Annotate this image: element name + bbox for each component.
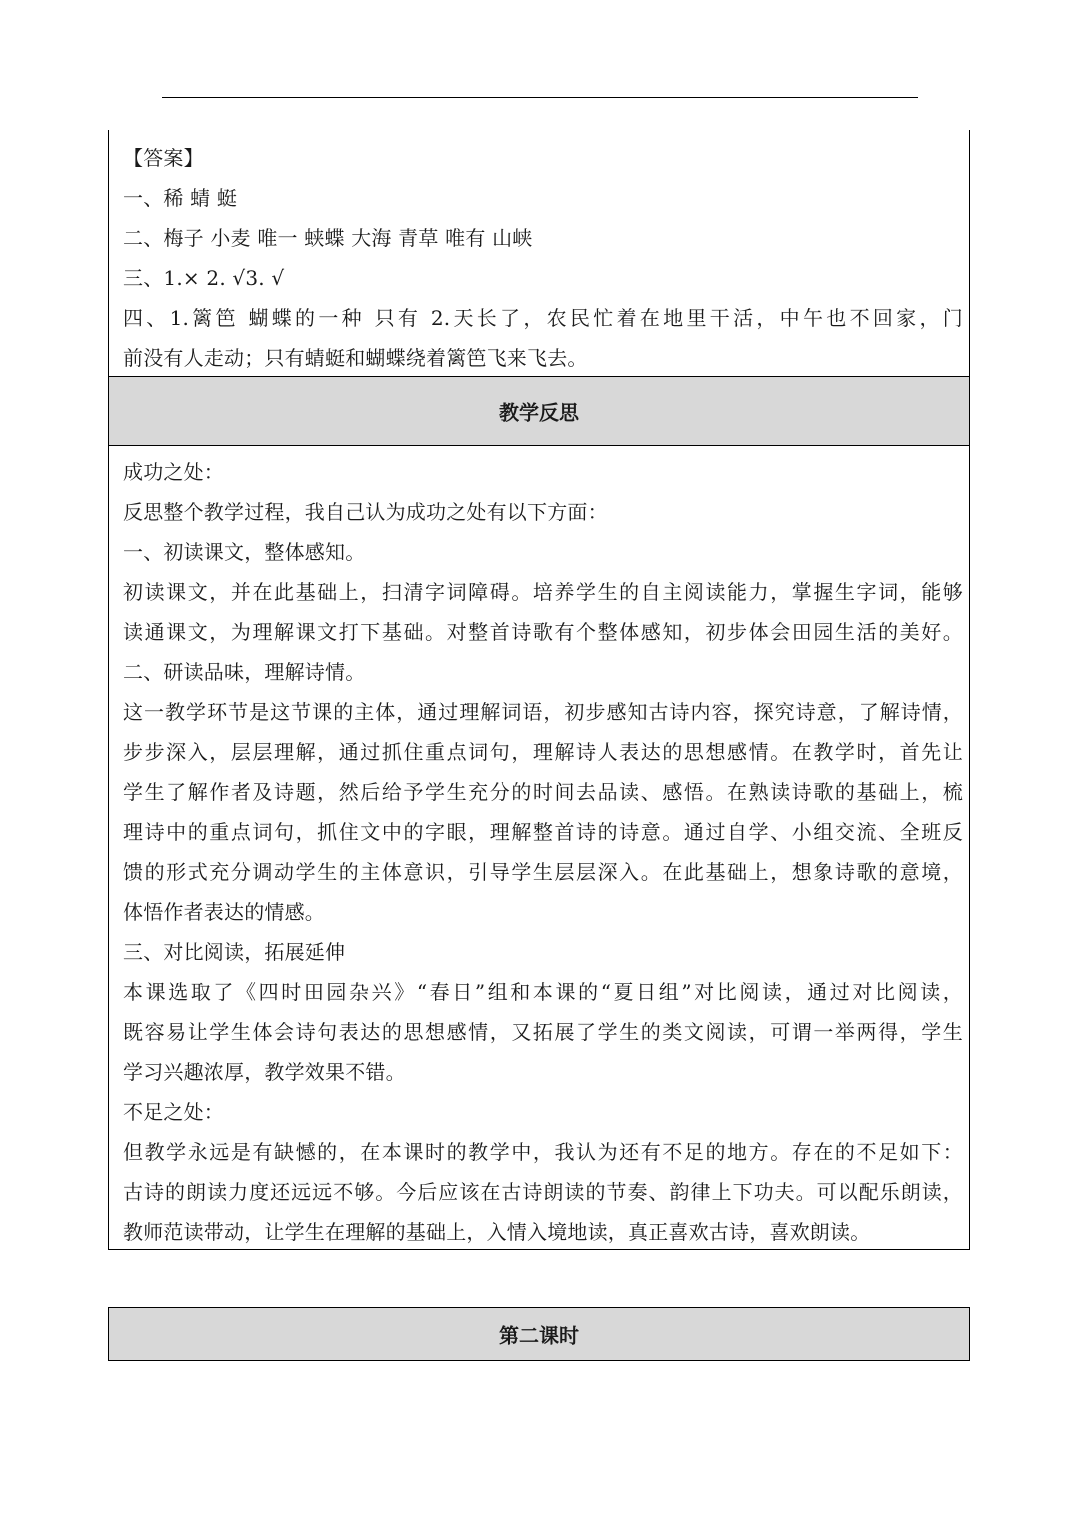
reflection-line: 不足之处： (123, 1100, 224, 1124)
lesson-header (108, 1307, 970, 1361)
reflection-line: 古诗的朗读力度还远远不够。今后应该在古诗朗读的节奏、韵律上下功夫。可以配乐朗读， (123, 1180, 963, 1204)
reflection-line: 馈的形式充分调动学生的主体意识，引导学生层层深入。在此基础上，想象诗歌的意境， (123, 860, 963, 884)
answer-line: 前没有人走动；只有蜻蜓和蝴蝶绕着篱笆飞来飞去。 (123, 346, 588, 370)
reflection-line: 理诗中的重点词句，抓住文中的字眼，理解整首诗的诗意。通过自学、小组交流、全班反 (123, 820, 963, 844)
reflection-line: 这一教学环节是这节课的主体，通过理解词语，初步感知古诗内容，探究诗意，了解诗情， (123, 700, 963, 724)
reflection-header (108, 376, 970, 446)
reflection-line: 学习兴趣浓厚，教学效果不错。 (123, 1060, 406, 1084)
reflection-line: 初读课文，并在此基础上，扫清字词障碍。培养学生的自主阅读能力，掌握生字词，能够 (123, 580, 963, 604)
reflection-line: 步步深入，层层理解，通过抓住重点词句，理解诗人表达的思想感情。在教学时，首先让 (123, 740, 963, 764)
answer-section (108, 130, 970, 377)
page-header-rule (162, 97, 918, 98)
reflection-title: 教学反思 (499, 400, 579, 425)
reflection-line: 既容易让学生体会诗句表达的思想感情，又拓展了学生的类文阅读，可谓一举两得，学生 (123, 1020, 963, 1044)
answer-line: 四、1.篱笆 蝴蝶的一种 只有 2.天长了，农民忙着在地里干活，中午也不回家，门 (123, 306, 963, 330)
answer-line: 三、1.× 2. √3. √ (123, 266, 285, 290)
reflection-section (108, 445, 970, 1250)
reflection-line: 但教学永远是有缺憾的，在本课时的教学中，我认为还有不足的地方。存在的不足如下： (123, 1140, 963, 1164)
reflection-line: 三、对比阅读，拓展延伸 (123, 940, 346, 964)
reflection-line: 一、初读课文，整体感知。 (123, 540, 366, 564)
reflection-line: 教师范读带动，让学生在理解的基础上，入情入境地读，真正喜欢古诗，喜欢朗读。 (123, 1220, 871, 1244)
reflection-line: 学生了解作者及诗题，然后给予学生充分的时间去品读、感悟。在熟读诗歌的基础上，梳 (123, 780, 963, 804)
reflection-lines (123, 452, 963, 1252)
answer-lines (123, 138, 963, 378)
reflection-line: 体悟作者表达的情感。 (123, 900, 325, 924)
reflection-line: 读通课文，为理解课文打下基础。对整首诗歌有个整体感知，初步体会田园生活的美好。 (123, 620, 963, 644)
lesson-title: 第二课时 (499, 1323, 579, 1348)
answer-line: 一、稀 蜻 蜓 (123, 186, 238, 210)
answer-line: 二、梅子 小麦 唯一 蛱蝶 大海 青草 唯有 山峡 (123, 226, 533, 250)
reflection-line: 反思整个教学过程，我自己认为成功之处有以下方面： (123, 500, 608, 524)
reflection-line: 本课选取了《四时田园杂兴》“春日”组和本课的“夏日组”对比阅读，通过对比阅读， (123, 980, 963, 1004)
reflection-line: 成功之处： (123, 460, 224, 484)
answer-line: 【答案】 (123, 146, 204, 170)
reflection-line: 二、研读品味，理解诗情。 (123, 660, 366, 684)
